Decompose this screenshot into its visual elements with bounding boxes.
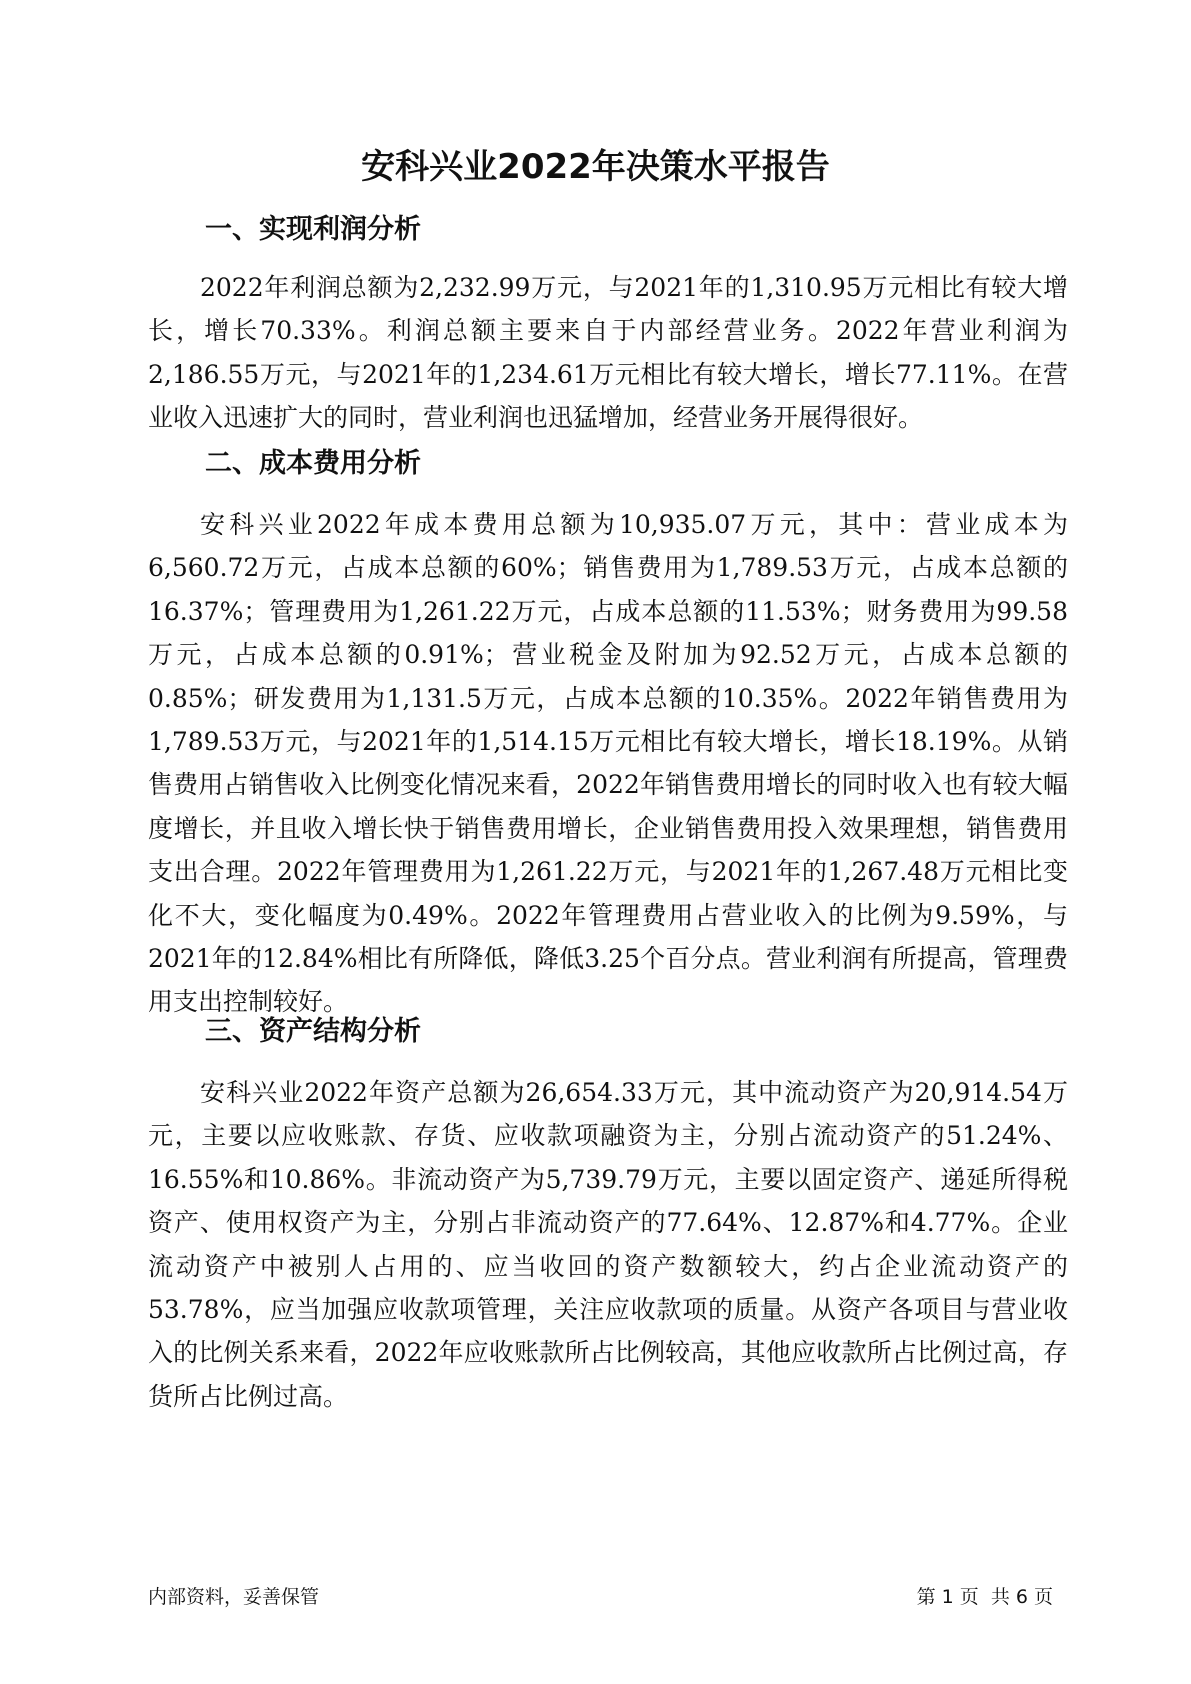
section-body-profit: 2022年利润总额为2,232.99万元，与2021年的1,310.95万元相比有较大增长，增长70.33%。利润总额主要来自于内部经营业务。2022年营业利润为2,186.55万元，与2021年的1,234.61万元相比有较大增长，增长77.11%。在营业收入迅速扩大的同时，营业利润也迅猛增加，经营业务开展得很好。 bbox=[148, 273, 1068, 433]
section-heading-assets: 三、资产结构分析 bbox=[205, 1016, 421, 1047]
document-title: 安科兴业2022年决策水平报告 bbox=[361, 147, 830, 187]
footer-page-number: 第 1 页 共 6 页 bbox=[916, 1586, 1053, 1608]
section-heading-profit: 一、实现利润分析 bbox=[205, 214, 421, 245]
section-body-cost: 安科兴业2022年成本费用总额为10,935.07万元，其中：营业成本为6,560.72万元，占成本总额的60%；销售费用为1,789.53万元，占成本总额的16.37%；管理费用为1,261.22万元，占成本总额的11.53%；财务费用为99.58万元，占成本总额的0.91%；营业税金及附加为92.52万元，占成本总额的0.85%；研发费用为1,131.5万元，占成本总额的10.35%。2022年销售费用为1,789.53万元，与2021年的1,514.15万元相比有较大增长，增长18.19%。从销售费用占销售收入比例变化情况来看，2022年销售费用增长的同时收入也有较大幅度增长，并且收入增长快于销售费用增长，企业销售费用投入效果理想，销售费用支出合理。2022年管理费用为1,261.22万元，与2021年的1,267.48万元相比变化不大，变化幅度为0.49%。2022年管理费用占营业收入的比例为9.59%，与2021年的12.84%相比有所降低，降低3.25个百分点。营业利润有所提高，管理费用支出控制较好。 bbox=[148, 510, 1068, 1017]
section-heading-cost: 二、成本费用分析 bbox=[205, 448, 421, 479]
section-body-assets: 安科兴业2022年资产总额为26,654.33万元，其中流动资产为20,914.54万元，主要以应收账款、存货、应收款项融资为主，分别占流动资产的51.24%、16.55%和10.86%。非流动资产为5,739.79万元，主要以固定资产、递延所得税资产、使用权资产为主，分别占非流动资产的77.64%、12.87%和4.77%。企业流动资产中被别人占用的、应当收回的资产数额较大，约占企业流动资产的53.78%，应当加强应收款项管理，关注应收款项的质量。从资产各项目与营业收入的比例关系来看，2022年应收账款所占比例较高，其他应收款所占比例过高，存货所占比例过高。 bbox=[148, 1078, 1068, 1411]
footer-confidential-note: 内部资料，妥善保管 bbox=[148, 1586, 320, 1608]
